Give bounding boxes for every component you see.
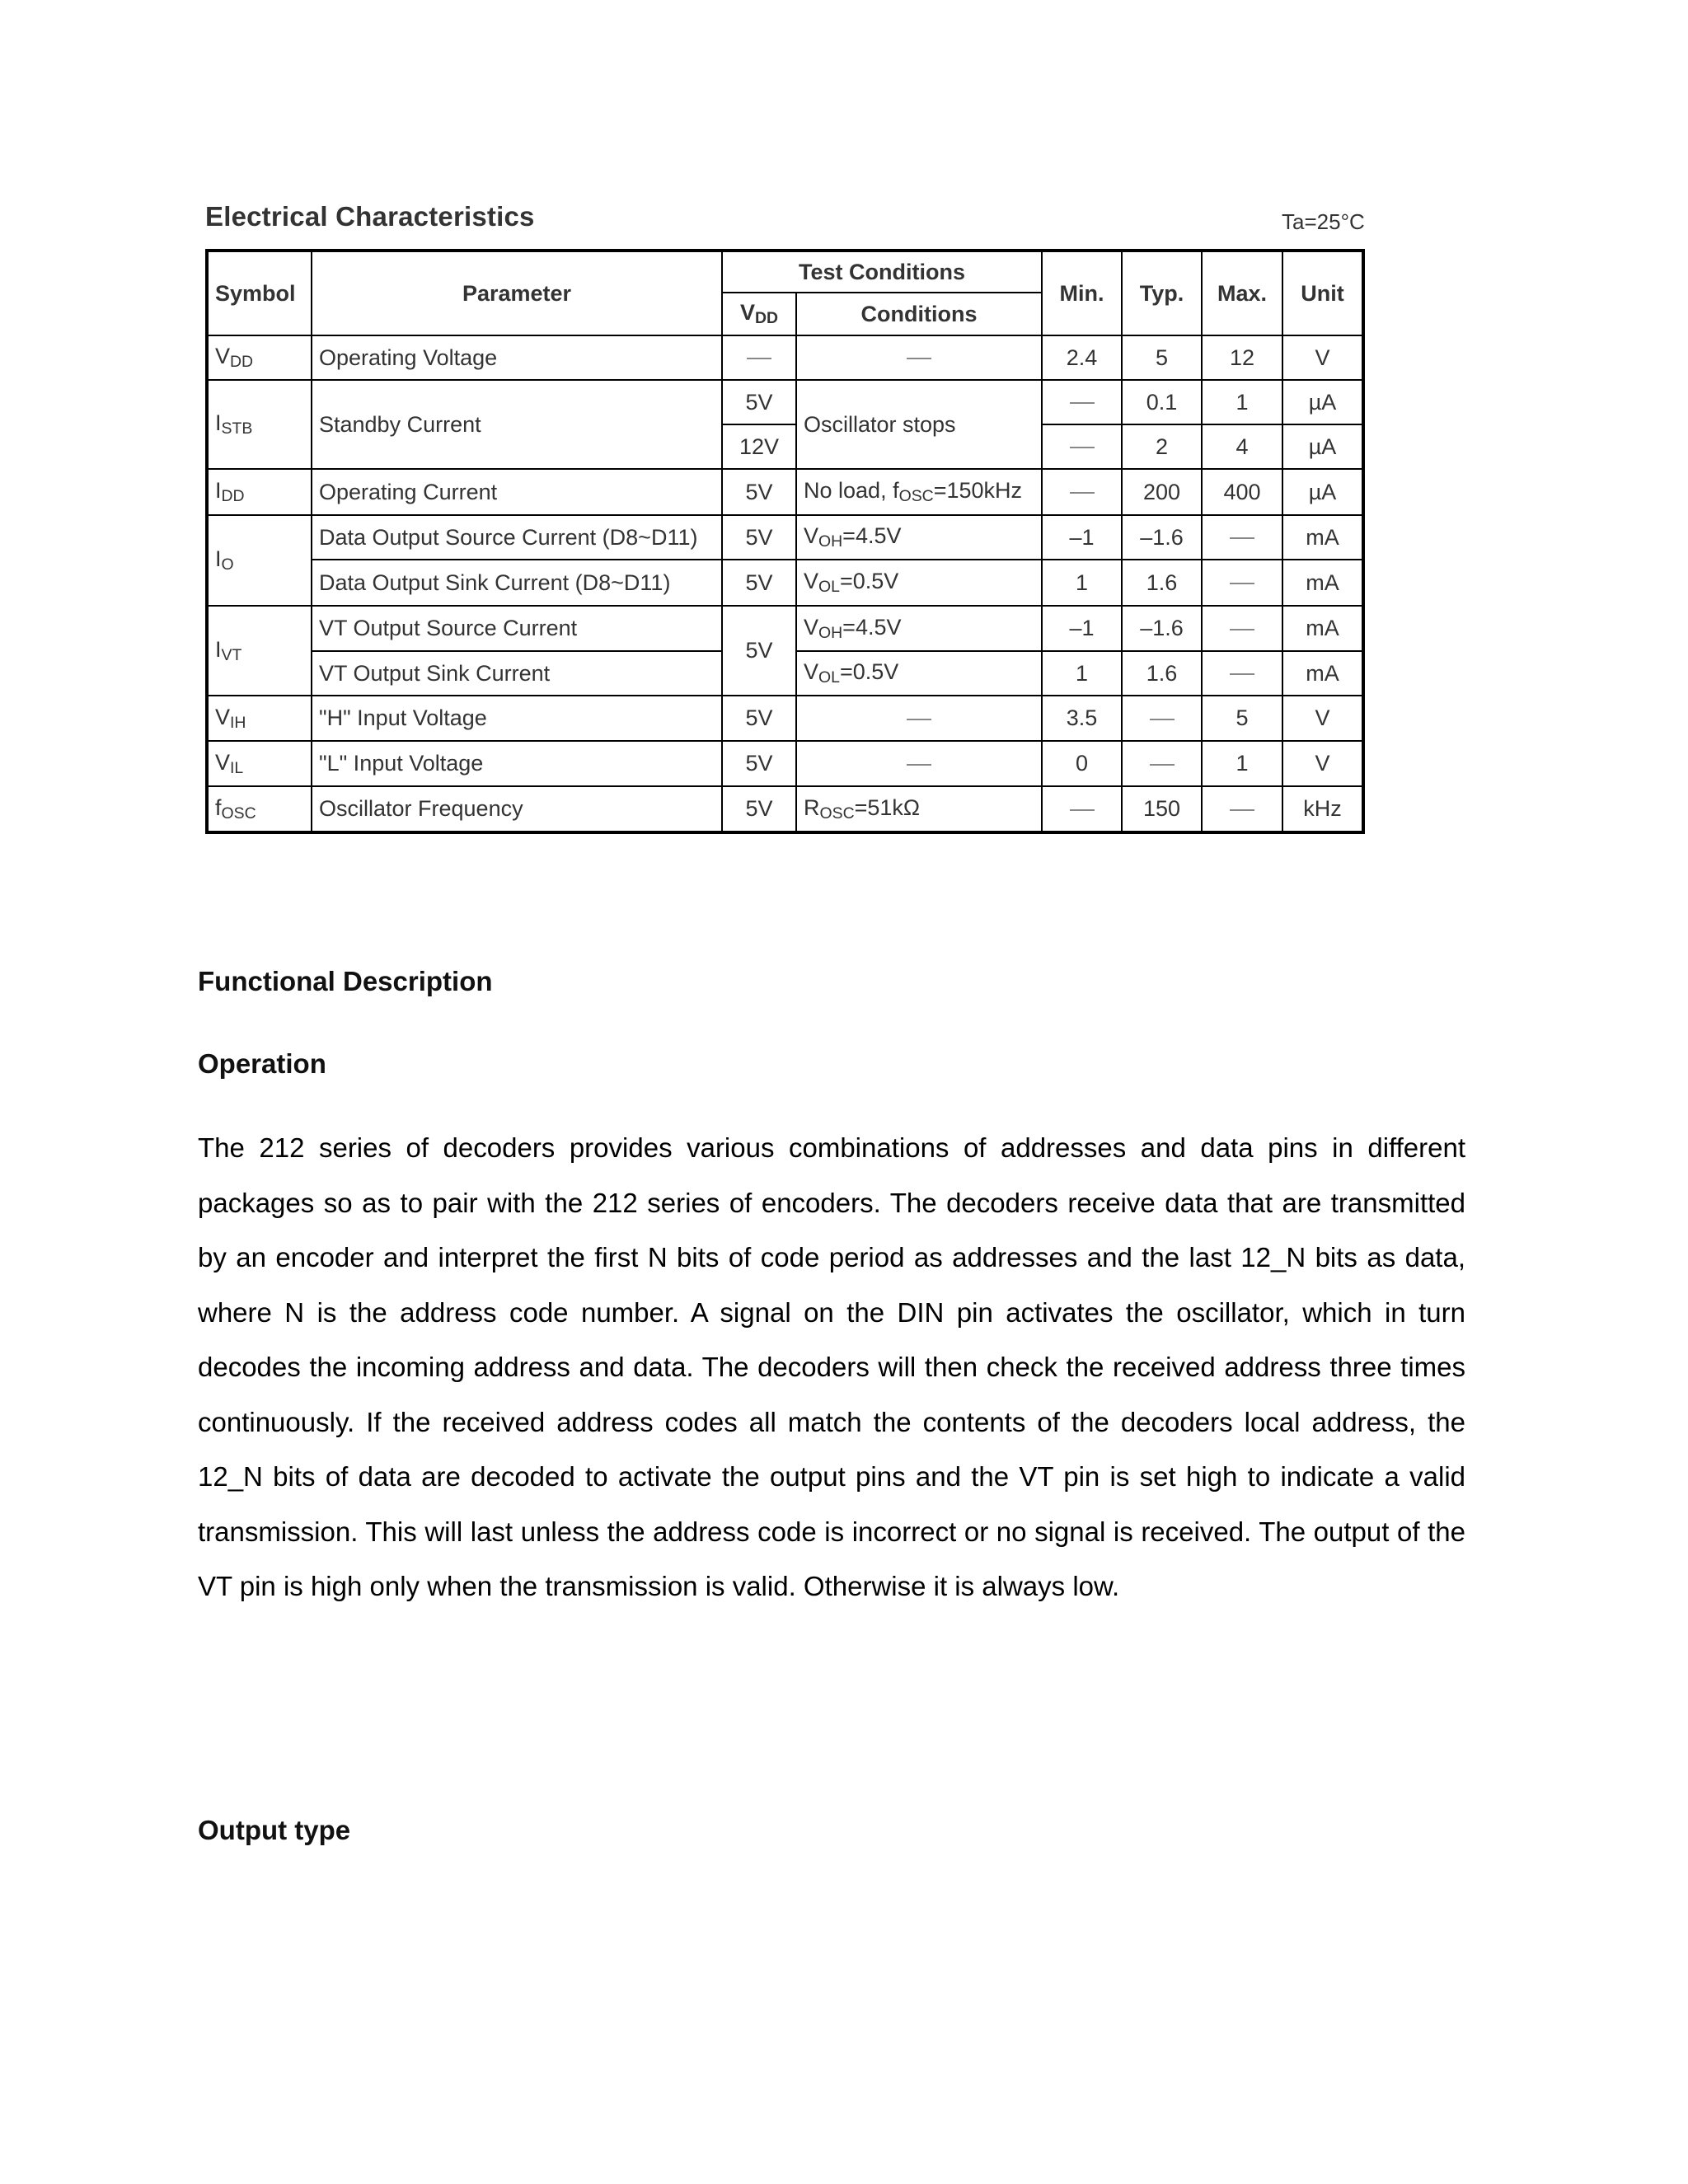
functional-description-heading: Functional Description	[198, 966, 493, 996]
min-cell	[1042, 424, 1122, 469]
symbol-cell: $I_{STB}$	[207, 380, 312, 469]
header-typ: Typ.	[1122, 251, 1202, 335]
table-row	[207, 560, 1363, 606]
vdd-cell: 12V	[722, 424, 796, 469]
unit-cell: V	[1282, 741, 1363, 786]
table-row	[207, 335, 1363, 380]
output-type-heading: Output type	[198, 1815, 351, 1845]
header-row	[207, 251, 1363, 293]
symbol-cell: $V_{DD}$	[207, 335, 312, 380]
min-cell: 1	[1042, 651, 1122, 696]
vdd-cell: 5V	[722, 786, 796, 832]
paragraph-line: 12_N bits of data are decoded to activate the output pins and the VT pin is set high to indicate a valid	[198, 1461, 1465, 1492]
symbol-cell: $I_O$	[207, 515, 312, 606]
vdd-cell: 5V	[722, 741, 796, 786]
header-vdd: $V_{DD}$	[722, 293, 796, 335]
vdd-cell: 5V	[722, 696, 796, 741]
max-cell	[1202, 560, 1282, 606]
unit-cell: V	[1282, 335, 1363, 380]
unit-cell: mA	[1282, 651, 1363, 696]
table-title: Electrical Characteristics	[205, 201, 535, 232]
condition-cell	[796, 741, 1042, 786]
max-cell	[1202, 606, 1282, 651]
operation-heading: Operation	[198, 1048, 326, 1079]
parameter-cell: Standby Current	[312, 380, 722, 469]
vdd-cell: 5V	[722, 515, 796, 560]
parameter-cell: VT Output Source Current	[312, 606, 722, 651]
max-cell: 12	[1202, 335, 1282, 380]
max-cell	[1202, 515, 1282, 560]
table-row	[207, 786, 1363, 832]
table-row	[207, 696, 1363, 741]
unit-cell: µA	[1282, 469, 1363, 515]
condition-cell: $R_{OSC}=51k\Omega$	[796, 786, 1042, 832]
header-test-conditions: Test Conditions	[722, 251, 1042, 293]
max-cell	[1202, 651, 1282, 696]
min-cell: 1	[1042, 560, 1122, 606]
min-cell: 0	[1042, 741, 1122, 786]
max-cell: 400	[1202, 469, 1282, 515]
vdd-cell: 5V	[722, 606, 796, 696]
min-cell	[1042, 380, 1122, 424]
condition-cell: $V_{OL}=0.5V$	[796, 651, 1042, 696]
condition-cell: $V_{OH}=4.5V$	[796, 515, 1042, 560]
unit-cell: V	[1282, 696, 1363, 741]
min-cell: 3.5	[1042, 696, 1122, 741]
header-conditions: Conditions	[796, 293, 1042, 335]
unit-cell: kHz	[1282, 786, 1363, 832]
max-cell: 1	[1202, 741, 1282, 786]
min-cell	[1042, 786, 1122, 832]
table-row	[207, 469, 1363, 515]
unit-cell: µA	[1282, 380, 1363, 424]
parameter-cell: Oscillator Frequency	[312, 786, 722, 832]
paragraph-line: VT pin is high only when the transmission is valid. Otherwise it is always low.	[198, 1571, 1120, 1601]
unit-cell: mA	[1282, 560, 1363, 606]
max-cell: 1	[1202, 380, 1282, 424]
paragraph-line: continuously. If the received address codes all match the contents of the decoders local address, the	[198, 1406, 1465, 1437]
typ-cell: 2	[1122, 424, 1202, 469]
parameter-cell: Data Output Sink Current (D8~D11)	[312, 560, 722, 606]
symbol-cell: $I_{VT}$	[207, 606, 312, 696]
typ-cell: 1.6	[1122, 560, 1202, 606]
unit-cell: mA	[1282, 606, 1363, 651]
parameter-cell: Operating Voltage	[312, 335, 722, 380]
vdd-cell: 5V	[722, 560, 796, 606]
typ-cell: 1.6	[1122, 651, 1202, 696]
paragraph-line: packages so as to pair with the 212 series of encoders. The decoders receive data that are transmitted	[198, 1187, 1465, 1218]
header-max: Max.	[1202, 251, 1282, 335]
typ-cell	[1122, 741, 1202, 786]
parameter-cell: "L" Input Voltage	[312, 741, 722, 786]
typ-cell: 5	[1122, 335, 1202, 380]
symbol-cell: $V_{IL}$	[207, 741, 312, 786]
min-cell	[1042, 469, 1122, 515]
condition-cell	[796, 696, 1042, 741]
header-symbol: Symbol	[207, 251, 312, 335]
condition-cell: Oscillator stops	[796, 380, 1042, 469]
min-cell: –1	[1042, 606, 1122, 651]
max-cell	[1202, 786, 1282, 832]
header-parameter: Parameter	[312, 251, 722, 335]
condition-cell	[796, 335, 1042, 380]
max-cell: 4	[1202, 424, 1282, 469]
table-row	[207, 606, 1363, 651]
parameter-cell: VT Output Sink Current	[312, 651, 722, 696]
paragraph-line: by an encoder and interpret the first N bits of code period as addresses and the last 12_N bits as data,	[198, 1242, 1465, 1272]
vdd-cell: 5V	[722, 380, 796, 424]
table-row	[207, 741, 1363, 786]
table-row	[207, 380, 1363, 424]
vdd-cell	[722, 335, 796, 380]
ambient-temperature: Ta=25°C	[1282, 209, 1365, 234]
header-unit: Unit	[1282, 251, 1363, 335]
typ-cell: –1.6	[1122, 606, 1202, 651]
symbol-cell: $I_{DD}$	[207, 469, 312, 515]
symbol-cell: $f_{OSC}$	[207, 786, 312, 832]
table-row	[207, 515, 1363, 560]
electrical-characteristics-table	[205, 249, 1365, 834]
symbol-cell: $V_{IH}$	[207, 696, 312, 741]
min-cell: –1	[1042, 515, 1122, 560]
unit-cell: mA	[1282, 515, 1363, 560]
paragraph-line: where N is the address code number. A signal on the DIN pin activates the oscillator, which in turn	[198, 1296, 1465, 1328]
header-min: Min.	[1042, 251, 1122, 335]
condition-cell: No load, $f_{OSC}=150kHz$	[796, 469, 1042, 515]
condition-cell: $V_{OL}=0.5V$	[796, 560, 1042, 606]
parameter-cell: Operating Current	[312, 469, 722, 515]
parameter-cell: Data Output Source Current (D8~D11)	[312, 515, 722, 560]
paragraph-line: The 212 series of decoders provides various combinations of addresses and data pins in different	[198, 1132, 1465, 1163]
operation-paragraph	[198, 1121, 1465, 1615]
vdd-cell: 5V	[722, 469, 796, 515]
typ-cell: 200	[1122, 469, 1202, 515]
paragraph-line: transmission. This will last unless the address code is incorrect or no signal is received. The output of the	[198, 1516, 1465, 1547]
paragraph-line: decodes the incoming address and data. The decoders will then check the received address three times	[198, 1352, 1465, 1382]
typ-cell	[1122, 696, 1202, 741]
typ-cell: –1.6	[1122, 515, 1202, 560]
typ-cell: 0.1	[1122, 380, 1202, 424]
unit-cell: µA	[1282, 424, 1363, 469]
typ-cell: 150	[1122, 786, 1202, 832]
condition-cell: $V_{OH}=4.5V$	[796, 606, 1042, 651]
max-cell: 5	[1202, 696, 1282, 741]
parameter-cell: "H" Input Voltage	[312, 696, 722, 741]
min-cell: 2.4	[1042, 335, 1122, 380]
